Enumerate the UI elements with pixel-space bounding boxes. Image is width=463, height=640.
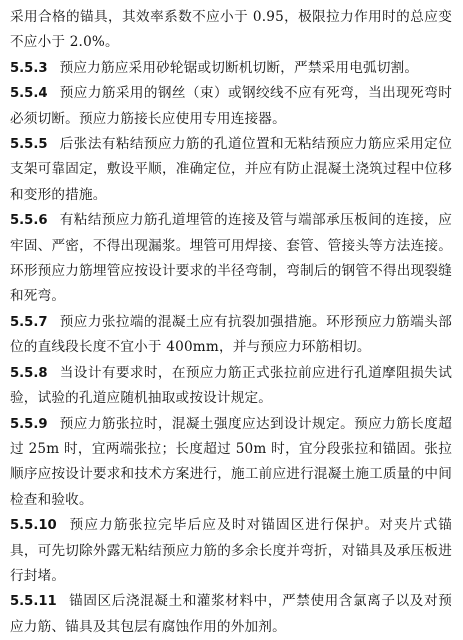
clause-number: 5.5.4 [10,86,48,102]
paragraph-continued [10,5,452,56]
clause-5-5-4 [10,81,452,132]
clause-number: 5.5.9 [10,416,48,432]
clause-5-5-9 [10,412,452,514]
clause-5-5-10 [10,513,452,589]
clause-text: 锚固区后浇混凝土和灌浆材料中，严禁使用含氯离子以及对预应力筋、锚具及其包层有腐蚀作用的外加剂。 [10,593,452,635]
clause-5-5-3 [10,56,452,81]
clause-number: 5.5.10 [10,518,57,534]
clause-number: 5.5.3 [10,60,48,76]
clause-text: 预应力筋采用的钢丝（束）或钢绞线不应有死弯，当出现死弯时必须切断。预应力筋接长应使用专用连接器。 [10,85,452,127]
clause-number: 5.5.8 [10,365,48,381]
clause-text: 有粘结预应力筋孔道埋管的连接及管与端部承压板间的连接，应牢固、严密，不得出现漏浆。埋管可用焊接、套管、管接头等方法连接。环形预应力筋埋管应按设计要求的半径弯制，弯制后的钢管不得出现裂缝和死弯。 [10,212,452,305]
clause-text: 当设计有要求时，在预应力筋正式张拉前应进行孔道摩阻损失试验，试验的孔道应随机抽取或按设计规定。 [10,364,452,407]
clause-text: 预应力筋应采用砂轮锯或切断机切断，严禁采用电弧切割。 [59,59,419,76]
paragraph-text: 采用合格的锚具，其效率系数不应小于 0.95，极限拉力作用时的总应变不应小于 2.0%。 [10,9,452,51]
clause-text: 预应力张拉端的混凝土应有抗裂加强措施。环形预应力筋端头部位的直线段长度不宜小于 400mm，并与预应力环筋相切。 [10,313,452,356]
clause-5-5-7 [10,310,452,361]
clause-text: 预应力筋张拉时，混凝土强度应达到设计规定。预应力筋长度超过 25m 时，宜两端张拉；长度超过 50m 时，宜分段张拉和锚固。张拉顺序应按设计要求和技术方案进行，施工前应进行混凝土施工质量的中间检查和验收。 [10,415,452,508]
clause-number: 5.5.7 [10,314,48,330]
clause-5-5-11 [10,589,452,640]
clause-5-5-8 [10,361,452,412]
clause-number: 5.5.11 [10,594,57,610]
clause-number: 5.5.5 [10,137,48,153]
clause-5-5-6 [10,208,452,310]
clause-text: 预应力筋张拉完毕后应及时对锚固区进行保护。对夹片式锚具，可先切除外露无粘结预应力筋的多余长度并弯折，对锚具及承压板进行封堵。 [10,517,452,584]
document-page [10,5,452,640]
clause-5-5-5 [10,132,452,208]
clause-text: 后张法有粘结预应力筋的孔道位置和无粘结预应力筋应采用定位支架可靠固定，敷设平顺，准确定位，并应有防止混凝土浇筑过程中位移和变形的措施。 [10,136,452,203]
clause-number: 5.5.6 [10,213,48,229]
